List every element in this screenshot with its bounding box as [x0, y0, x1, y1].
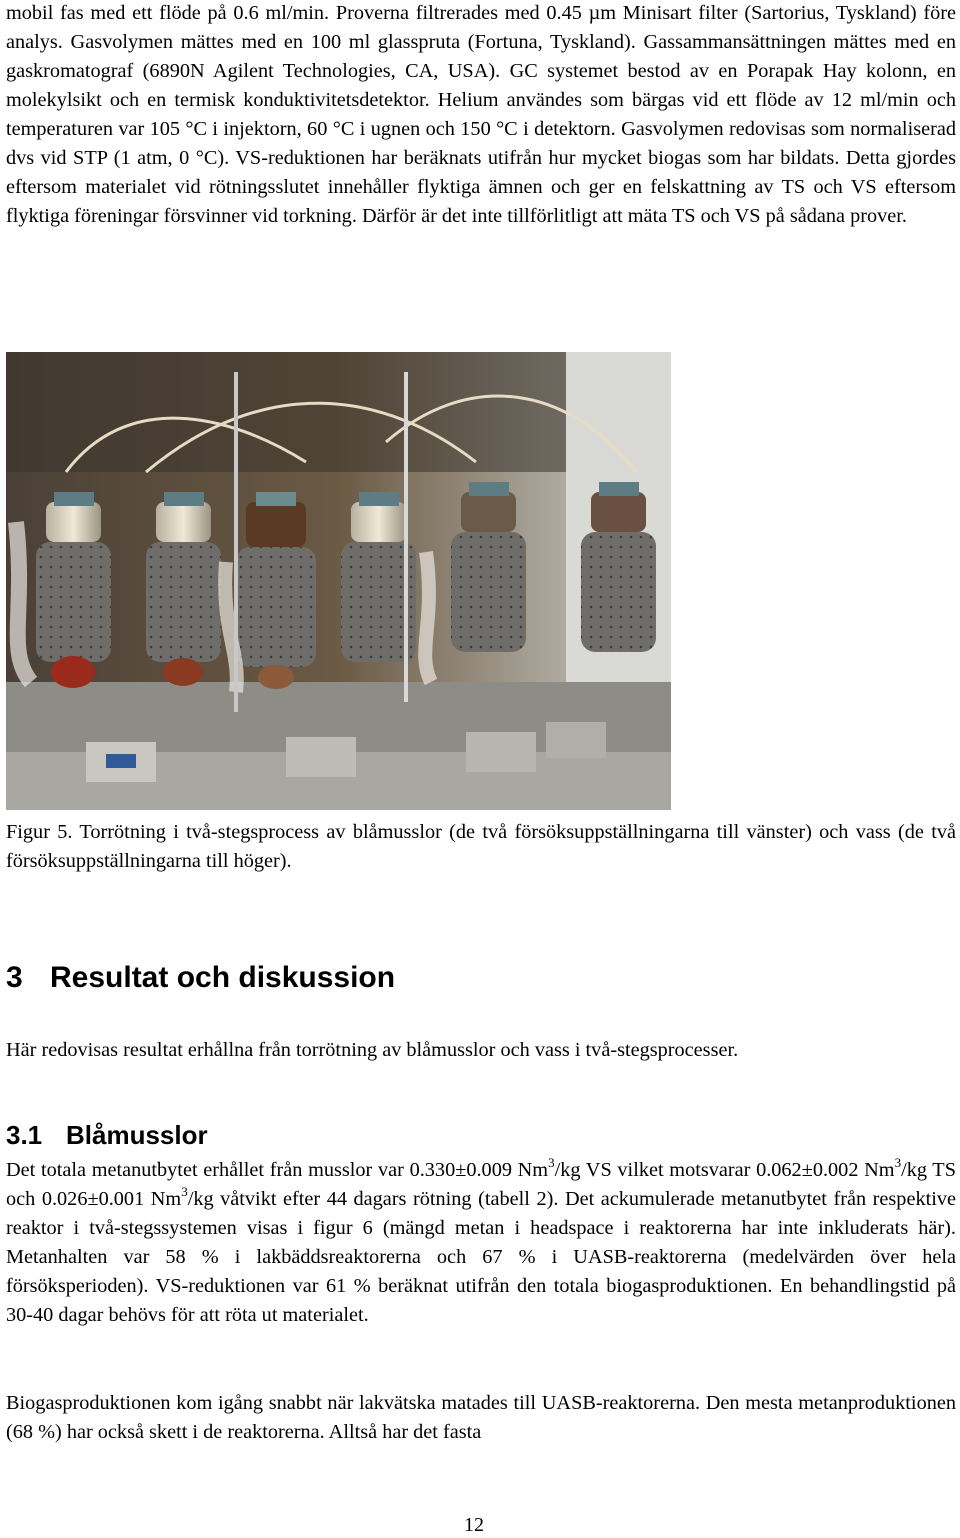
reactor-1: [36, 492, 111, 688]
page-number: 12: [464, 1514, 484, 1536]
section-3-1-heading: [6, 1115, 208, 1155]
section-3-heading: [6, 956, 395, 1000]
text-run: /kg VS vilket motsvarar 0.062±0.002 Nm: [554, 1159, 895, 1181]
section-3-1-number: 3.1: [6, 1120, 43, 1150]
superscript: 3: [894, 1155, 902, 1170]
reactor-3: [236, 492, 316, 689]
reactor-2: [146, 492, 221, 686]
section-3-intro: Här redovisas resultat erhållna från torrötning av blåmusslor och vass i två-stegsprocesser.: [6, 1039, 739, 1061]
superscript: 3: [181, 1184, 188, 1199]
reactor-6: [581, 482, 656, 652]
text-run: /kg våtvikt efter 44 dagars rötning (tabell 2). Det ackumulerade metanutbytet från respektive reaktor i två-stegssystemen visas i figur 6 (mängd metan i headspace i reaktorerna har inte inkluderats här). Metanhalten var 58 % i lakbäddsreaktorerna och 67 % i UASB-reaktorerna (medelvärden över hela försöksperioden). VS-reduktionen var 61 % beräknat utifrån den totala biogasproduktionen. En behandlingstid på 30-40 dagar behövs för att röta ut materialet.: [6, 1188, 956, 1326]
biogas-paragraph: Biogasproduktionen kom igång snabbt när lakvätska matades till UASB-reaktorerna. Den mesta metanproduktionen (68 %) har också skett i de reaktorerna. Alltså har det fasta: [6, 1392, 956, 1443]
text-run: /kg TS och 0.026±0.001 Nm: [6, 1159, 956, 1210]
section-3-1-paragraph: [6, 1156, 956, 1330]
section-3-title: Resultat och diskussion: [50, 961, 396, 994]
methods-paragraph: mobil fas med ett flöde på 0.6 ml/min. Proverna filtrerades med 0.45 µm Minisart filter (Sartorius, Tyskland) före analys. Gasvolymen mättes med en 100 ml glasspruta (Fortuna, Tyskland). Gassammansättningen mättes med en gaskromatograf (6890N Agilent Technologies, CA, USA). GC systemet bestod av en Porapak Hay kolonn, en molekylsikt och en termisk konduktivitetsdetektor. Helium användes som bärgas vid ett flöde av 12 ml/min och temperaturen var 105 °C i injektorn, 60 °C i ugnen och 150 °C i detektorn. Gasvolymen redovisas som normaliserad dvs vid STP (1 atm, 0 °C). VS-reduktionen har beräknats utifrån hur mycket biogas som har bildats. Detta gjordes eftersom materialet vid rötningsslutet innehåller flyktiga ämnen och ger en felskattning av TS och VS eftersom flyktiga föreningar försvinner vid torkning. Därför är det inte tillförlitligt att mäta TS och VS på sådana prover.: [6, 2, 956, 227]
section-3-number: 3: [6, 961, 23, 994]
figure-caption: Figur 5. Torrötning i två-stegsprocess av blåmusslor (de två försöksuppställningarna till vänster) och vass (de två försöksuppställningarna till höger).: [6, 821, 956, 872]
reactor-5: [451, 482, 526, 652]
figure-5-photo: [6, 352, 671, 810]
superscript: 3: [548, 1155, 555, 1170]
text-run: Det totala metanutbytet erhållet från musslor var 0.330±0.009 Nm: [6, 1159, 549, 1181]
section-3-1-title: Blåmusslor: [66, 1120, 208, 1150]
